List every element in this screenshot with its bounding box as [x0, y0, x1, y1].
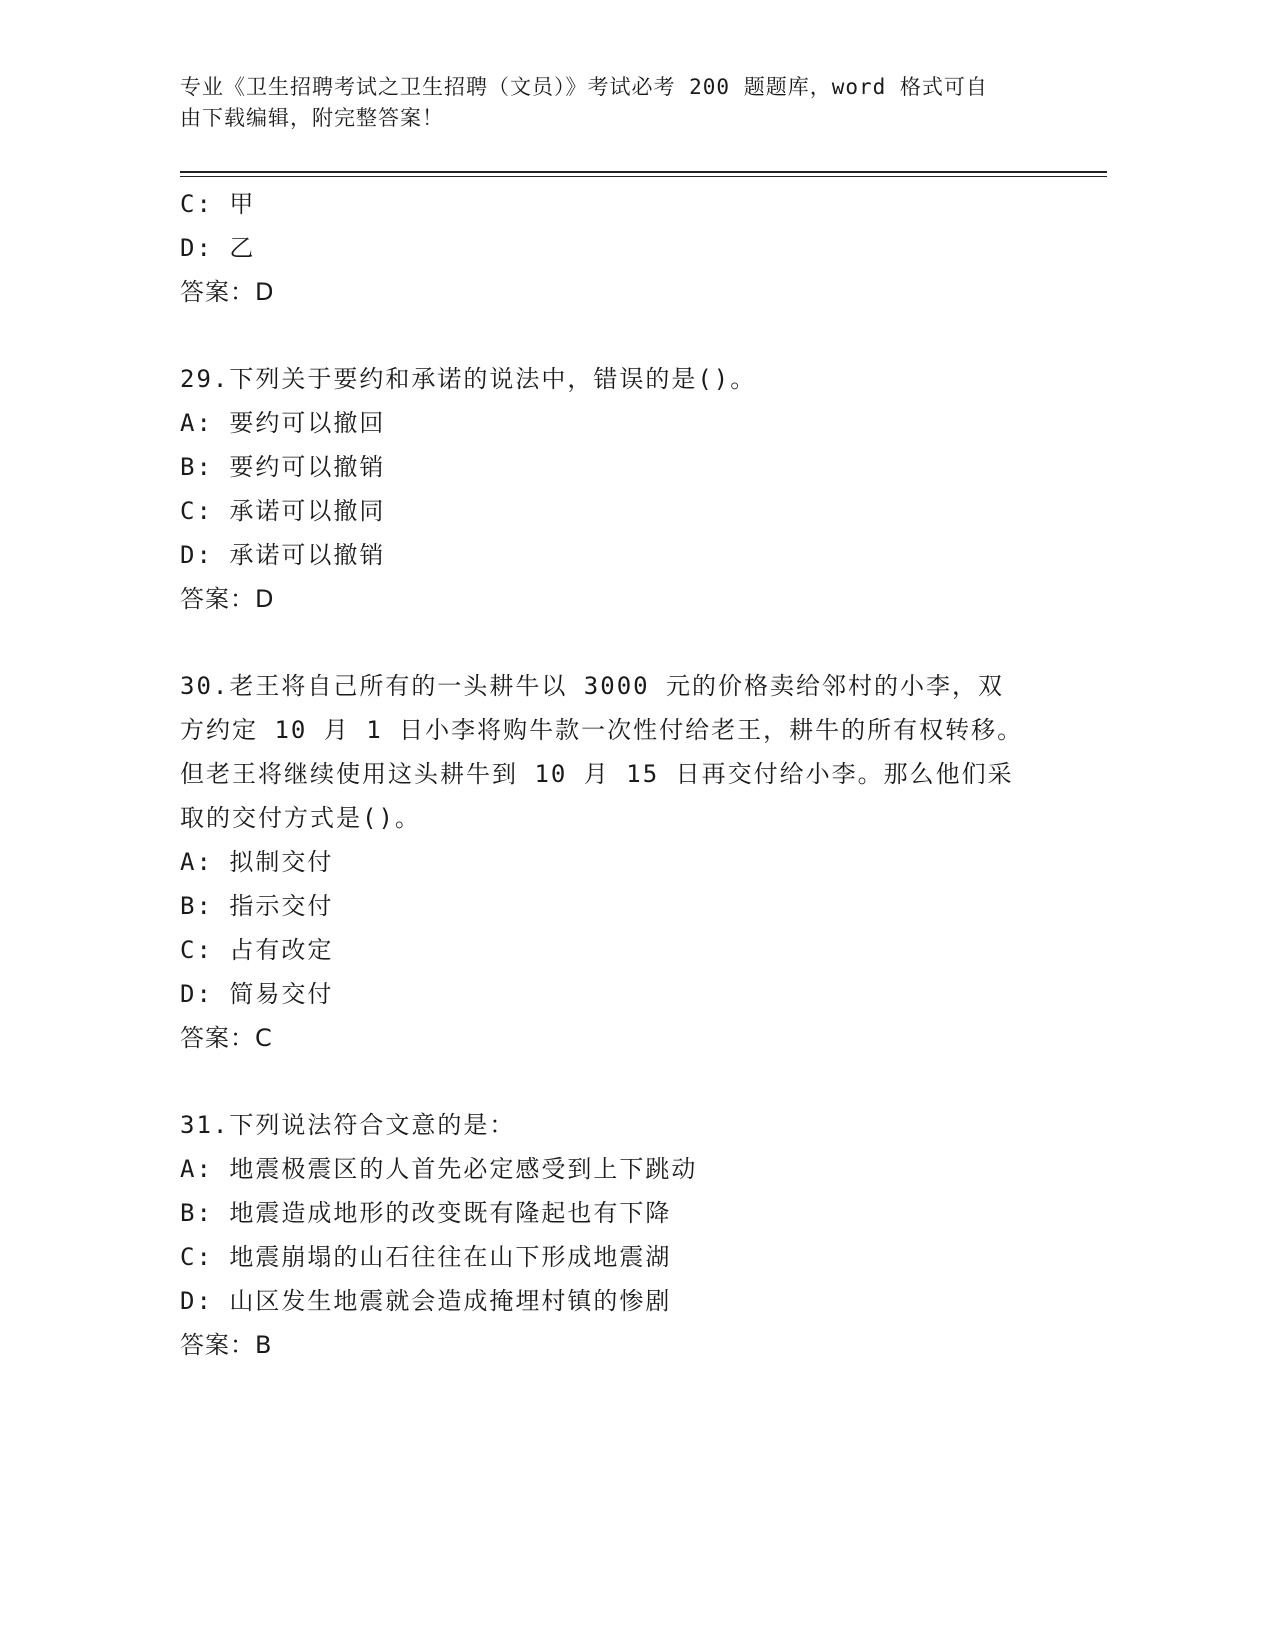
spacer — [180, 314, 1040, 357]
option-c: C: 承诺可以撤同 — [180, 497, 386, 525]
question-29 — [180, 357, 1040, 621]
question-stem-line-2: 方约定 10 月 1 日小李将购牛款一次性付给老王，耕牛的所有权转移。 — [180, 716, 1024, 744]
option-d: D: 简易交付 — [180, 980, 334, 1008]
option-b: B: 要约可以撤销 — [180, 453, 386, 481]
option-a: A: 拟制交付 — [180, 848, 334, 876]
option-d: D: 乙 — [180, 234, 256, 262]
option-b: B: 指示交付 — [180, 892, 334, 920]
spacer — [180, 1060, 1040, 1103]
option-a: A: 要约可以撤回 — [180, 409, 386, 437]
header-divider-thin — [180, 176, 1107, 177]
question-stem: 31.下列说法符合文意的是： — [180, 1111, 516, 1139]
option-a: A: 地震极震区的人首先必定感受到上下跳动 — [180, 1155, 698, 1183]
answer-label: 答案：D — [180, 585, 275, 613]
question-stem-line-3: 但老王将继续使用这头耕牛到 10 月 15 日再交付给小李。那么他们采 — [180, 760, 1014, 788]
answer-label: 答案：B — [180, 1331, 273, 1359]
option-c: C: 占有改定 — [180, 936, 334, 964]
answer-label: 答案：D — [180, 278, 275, 306]
option-d: D: 承诺可以撤销 — [180, 541, 386, 569]
question-31 — [180, 1103, 1040, 1367]
option-c: C: 甲 — [180, 190, 256, 218]
header-line-1: 专业《卫生招聘考试之卫生招聘（文员）》考试必考 200 题题库，word 格式可自 — [180, 75, 988, 99]
question-stem-line-1: 30.老王将自己所有的一头耕牛以 3000 元的价格卖给邻村的小李，双 — [180, 672, 1005, 700]
question-30 — [180, 664, 1040, 1060]
question-content — [180, 182, 1040, 1367]
header-line-2: 由下载编辑，附完整答案！ — [180, 106, 444, 130]
option-b: B: 地震造成地形的改变既有隆起也有下降 — [180, 1199, 672, 1227]
question-28-continued — [180, 182, 1040, 314]
answer-label: 答案：C — [180, 1024, 273, 1052]
question-stem: 29.下列关于要约和承诺的说法中，错误的是()。 — [180, 365, 757, 393]
document-header — [180, 72, 1030, 134]
question-stem-line-4: 取的交付方式是()。 — [180, 804, 421, 832]
option-d: D: 山区发生地震就会造成掩埋村镇的惨剧 — [180, 1287, 672, 1315]
option-c: C: 地震崩塌的山石往往在山下形成地震湖 — [180, 1243, 672, 1271]
spacer — [180, 621, 1040, 664]
header-divider-thick — [180, 171, 1107, 173]
